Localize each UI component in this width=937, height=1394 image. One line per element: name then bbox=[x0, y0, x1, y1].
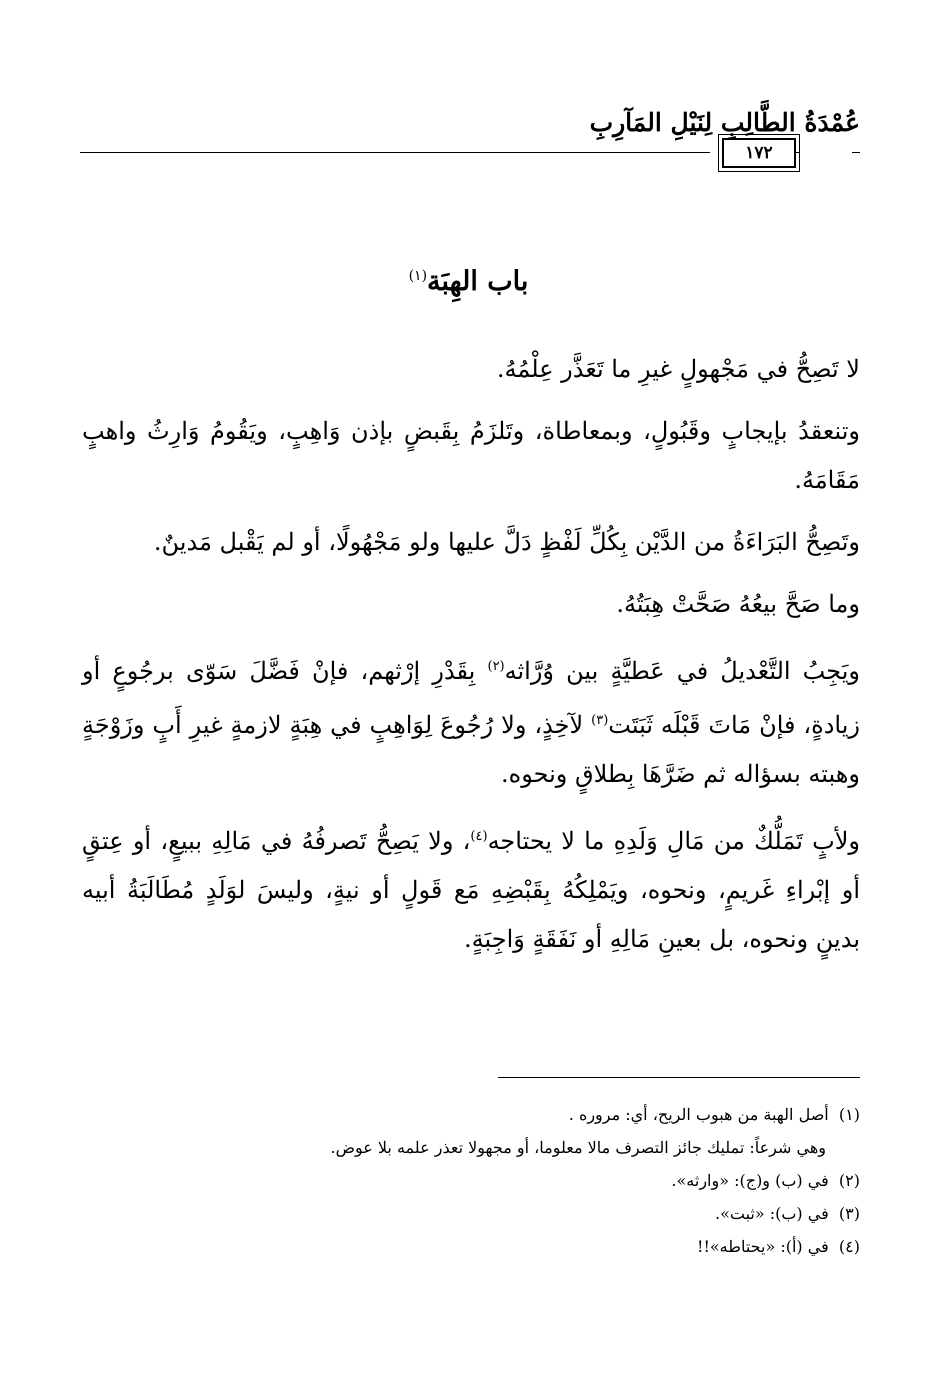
paragraph-text: وتنعقدُ بإيجابٍ وقَبُولٍ، وبمعاطاة، وتَلزَمُ بِقَبضٍ بإذن وَاهِبٍ، ويَقُومُ وَارِثُ واهبٍ مَقَامَهُ. bbox=[82, 417, 860, 494]
footnote-text: أصل الهبة من هبوب الريح، أي: مروره . bbox=[568, 1105, 829, 1124]
main-text bbox=[82, 345, 860, 977]
footnote-number: (٤) bbox=[838, 1237, 860, 1256]
footnote-number: (١) bbox=[838, 1105, 860, 1124]
paragraph-text: ولأبٍ تَمَلُّكٌ من مَالِ وَلَدِهِ ما لا يحتاجه bbox=[487, 827, 860, 855]
paragraph bbox=[82, 580, 860, 629]
paragraph-text: ، ولا يَصِحُّ تَصرفُهُ في مَالِهِ ببيعٍ، أو عِتقٍ أو إبْراءِ غَريمٍ، ونحوه، ويَمْلِكُهُ بِقَبْضِهِ مَع قَولٍ أو نيةٍ، وليسَ لوَلَدٍ مُطَالَبَةُ أبيه بدينٍ ونحوه، بل بعينِ مَالِهِ أو نَفَقَةٍ وَاجِبَةٍ. bbox=[82, 827, 860, 953]
footnote-text: في (ب): «ثبت». bbox=[714, 1204, 829, 1223]
footnote-number: (٢) bbox=[838, 1171, 860, 1190]
paragraph-text: وتَصِحُّ البَرَاءَةُ من الدَّيْن بِكُلِّ لَفْظٍ دَلَّ عليها ولو مَجْهُولًا، أو لم يَقْبل مَدينٌ. bbox=[153, 528, 860, 556]
paragraph bbox=[82, 407, 860, 505]
paragraph bbox=[82, 518, 860, 567]
paragraph-text: بِقَدْرِ إرْثهم، فإنْ فَضَّلَ سَوّى برجُوعٍ أو زيادةٍ، فإنْ مَاتَ قَبْلَه ثَبَتَت bbox=[82, 657, 860, 739]
header-rule-gap bbox=[710, 144, 722, 158]
paragraph-text: لآخِذٍ، ولا رُجُوعَ لِوَاهِبٍ في هِبَةٍ لازمةٍ غيرِ أَبٍ وزَوْجَةٍ وهبته بسؤاله ثم ضَرَّهَا بِطلاقٍ ونحوه. bbox=[82, 711, 860, 788]
footnote bbox=[82, 1197, 860, 1230]
header-rule-gap bbox=[800, 144, 852, 158]
footnote bbox=[82, 1230, 860, 1263]
page-number: ١٧٢ bbox=[722, 138, 796, 168]
footnotes bbox=[82, 1098, 860, 1263]
footnote-text: وهي شرعاً: تمليك جائز التصرف مالا معلوما، أو مجهولا تعذر علمه بلا عوض. bbox=[330, 1138, 826, 1157]
paragraph bbox=[82, 642, 860, 799]
footnote bbox=[82, 1098, 860, 1131]
footnote bbox=[82, 1131, 860, 1164]
chapter-title bbox=[0, 266, 937, 297]
footnote-ref: (٣) bbox=[591, 713, 609, 728]
footnote-separator bbox=[498, 1077, 860, 1078]
footnote-ref: (١) bbox=[408, 268, 428, 284]
book-title: عُمْدَةُ الطَّالِبِ لِنَيْلِ المَآرِبِ bbox=[589, 108, 860, 137]
footnote-number: (٣) bbox=[838, 1204, 860, 1223]
footnote bbox=[82, 1164, 860, 1197]
paragraph-text: وما صَحَّ بيعُهُ صَحَّتْ هِبَتُهُ. bbox=[616, 590, 860, 618]
paragraph-text: لا تَصِحُّ في مَجْهولٍ غيرِ ما تَعَذَّر عِلْمُهُ. bbox=[496, 355, 860, 383]
paragraph bbox=[82, 812, 860, 964]
running-header bbox=[80, 108, 860, 168]
footnote-text: في (أ): «يحتاطه»!! bbox=[697, 1237, 829, 1256]
paragraph bbox=[82, 345, 860, 394]
footnote-ref: (٢) bbox=[487, 659, 505, 674]
footnote-ref: (٤) bbox=[470, 829, 488, 844]
chapter-title-text: باب الهِبَة bbox=[427, 266, 529, 297]
paragraph-text: ويَجِبُ التَّعْديلُ في عَطيَّةٍ بين وُرَّاثه bbox=[504, 657, 860, 685]
footnote-text: في (ب) و(ج): «وارثه». bbox=[671, 1171, 829, 1190]
